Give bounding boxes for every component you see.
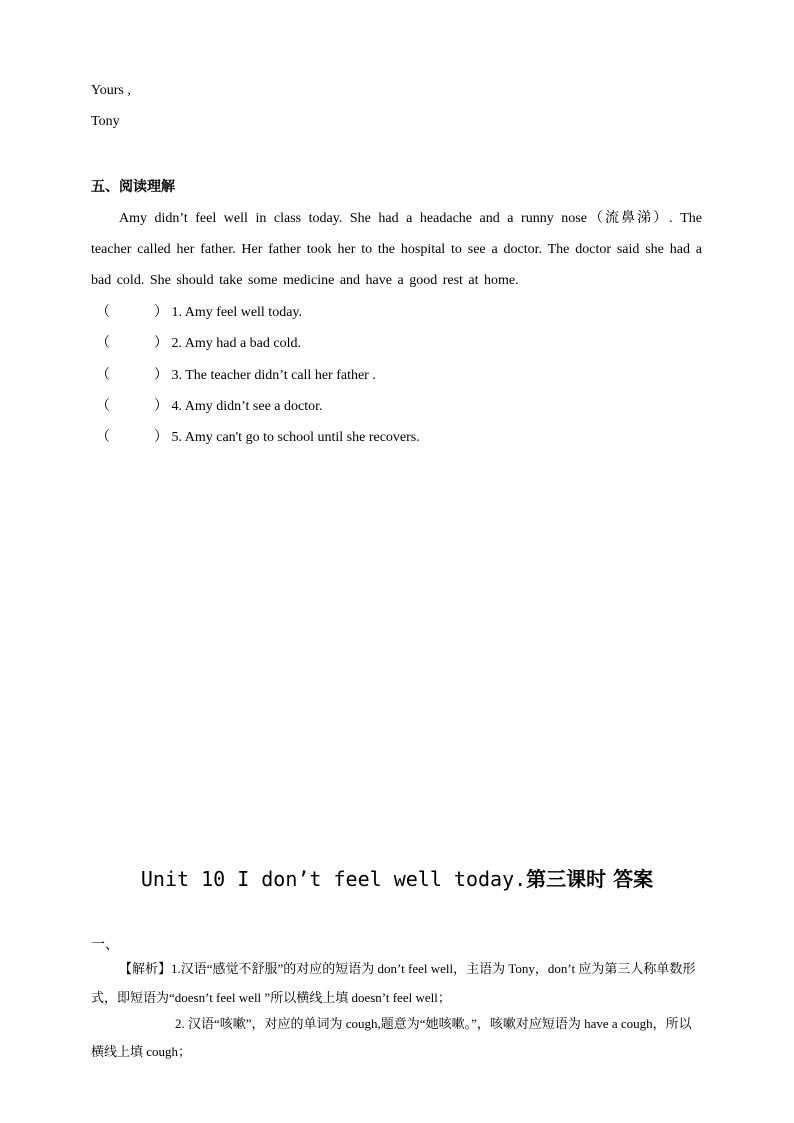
answer-key-title-en: Unit 10 I don’t feel well today.	[140, 867, 527, 891]
answer-item-1: 1.汉语“感觉不舒服”的对应的短语为 don’t feel well，主语为 Tony，don’t 应为第三人称单数形式，即短语为“doesn’t feel well ”所以横线上填 doesn’t feel well；	[91, 961, 696, 1005]
answer-key-title-cn: 第三课时 答案	[526, 867, 654, 891]
answer-blank-open: （	[96, 305, 110, 320]
answer-blank-open: （	[96, 399, 110, 414]
answer-key-title	[0, 863, 794, 892]
answer-blank-close: ）	[154, 305, 168, 320]
answer-blank-close: ）	[154, 368, 168, 383]
question-item	[96, 364, 376, 384]
letter-closing: Yours ,	[91, 83, 131, 98]
question-text: 5. Amy can't go to school until she recovers.	[171, 430, 420, 445]
question-item	[96, 301, 302, 321]
section-heading: 五、阅读理解	[91, 179, 175, 195]
question-text: 2. Amy had a bad cold.	[171, 336, 301, 351]
answer-blank-open: （	[96, 336, 110, 351]
question-text: 1. Amy feel well today.	[171, 305, 303, 320]
question-text: 4. Amy didn’t see a doctor.	[171, 399, 323, 414]
question-item	[96, 426, 420, 446]
answer-blank-open: （	[96, 368, 110, 383]
letter-signature: Tony	[91, 114, 120, 129]
answer-part-index: 一、	[91, 938, 119, 953]
question-item	[96, 395, 323, 415]
answer-blank-open: （	[96, 430, 110, 445]
answer-blank-close: ）	[154, 336, 168, 351]
answer-explanation-2: 2. 汉语“咳嗽”，对应的单词为 cough,题意为“她咳嗽。”，咳嗽对应短语为 have a cough，所以横线上填 cough；	[91, 1016, 692, 1059]
reading-passage: Amy didn’t feel well in class today. She had a headache and a runny nose（流鼻涕）. The teacher called her father. Her father took her to the hospital to see a doctor. The doctor said she had a bad cold. She should take some medicine and have a good rest at home.	[91, 211, 702, 288]
question-text: 3. The teacher didn’t call her father .	[171, 368, 376, 383]
answer-blank-close: ）	[154, 399, 168, 414]
answer-blank-close: ）	[154, 430, 168, 445]
answer-explanation-1	[91, 955, 702, 1012]
question-item	[96, 332, 301, 352]
analysis-label: 【解析】	[119, 962, 172, 977]
